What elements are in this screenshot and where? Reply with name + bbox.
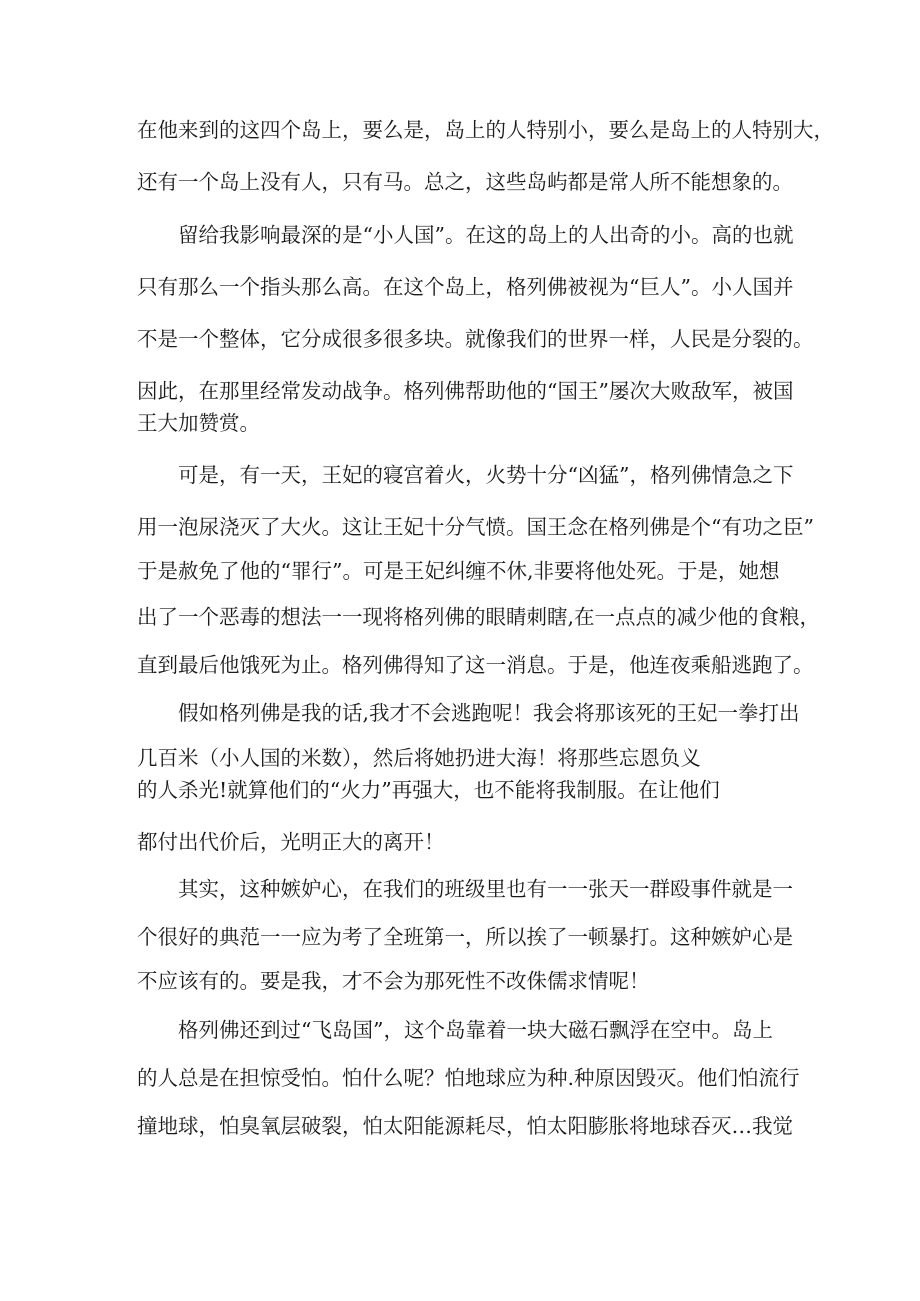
text-line: 格列佛还到过“飞岛国”，这个岛靠着一块大磁石飘浮在空中。岛上 [178,1018,773,1042]
text-line: 还有一个岛上没有人，只有马。总之，这些岛屿都是常人所不能想象的。 [137,170,793,194]
text-line: 可是，有一天，王妃的寝宫着火，火势十分“凶猛”，格列佛情急之下 [178,463,794,487]
text-line: 只有那么一个指头那么高。在这个岛上，格列佛被视为“巨人”。小人国并 [137,275,794,299]
text-line: 个很好的典范一一应为考了全班第一，所以挨了一顿暴打。这种嫉妒心是 [137,925,793,949]
text-line: 的人总是在担惊受怕。怕什么呢？怕地球应为种.种原因毁灭。他们怕流行 [137,1066,800,1090]
text-line: 在他来到的这四个岛上，要么是，岛上的人特别小，要么是岛上的人特别大， [137,118,834,142]
text-line: 几百米（小人国的米数），然后将她扔进大海！将那些忘恩负义 [137,746,701,770]
text-line: 王大加赞赏。 [137,411,260,435]
text-line: 用一泡尿浇灭了大火。这让王妃十分气愤。国王念在格列佛是个“有功之臣” [137,515,814,539]
text-line: 出了一个恶毒的想法一一现将格列佛的眼睛刺瞎,在一点点的减少他的食粮， [137,605,821,629]
text-line: 都付出代价后，光明正大的离开！ [137,830,445,854]
text-line: 于是赦免了他的“罪行”。可是王妃纠缠不休,非要将他处死。于是，她想 [137,559,780,583]
text-line: 撞地球，怕臭氧层破裂，怕太阳能源耗尽，怕太阳膨胀将地球吞灭…我觉 [137,1114,793,1138]
text-line: 不应该有的。要是我，才不会为那死性不改侏儒求情呢！ [137,969,650,993]
text-line: 因此，在那里经常发动战争。格列佛帮助他的“国王”屡次大败敌军，被国 [137,379,794,403]
text-line: 其实，这种嫉妒心，在我们的班级里也有一一张天一群殴事件就是一 [178,877,793,901]
text-line: 的人杀光!就算他们的“火力”再强大，也不能将我制服。在让他们 [137,778,720,802]
text-line: 留给我影响最深的是“小人国”。在这的岛上的人出奇的小。高的也就 [178,223,794,247]
text-line: 假如格列佛是我的话,我才不会逃跑呢！我会将那该死的王妃一拳打出 [178,701,800,725]
text-line: 不是一个整体，它分成很多很多块。就像我们的世界一样，人民是分裂的。 [137,327,814,351]
text-line: 直到最后他饿死为止。格列佛得知了这一消息。于是，他连夜乘船逃跑了。 [137,653,814,677]
